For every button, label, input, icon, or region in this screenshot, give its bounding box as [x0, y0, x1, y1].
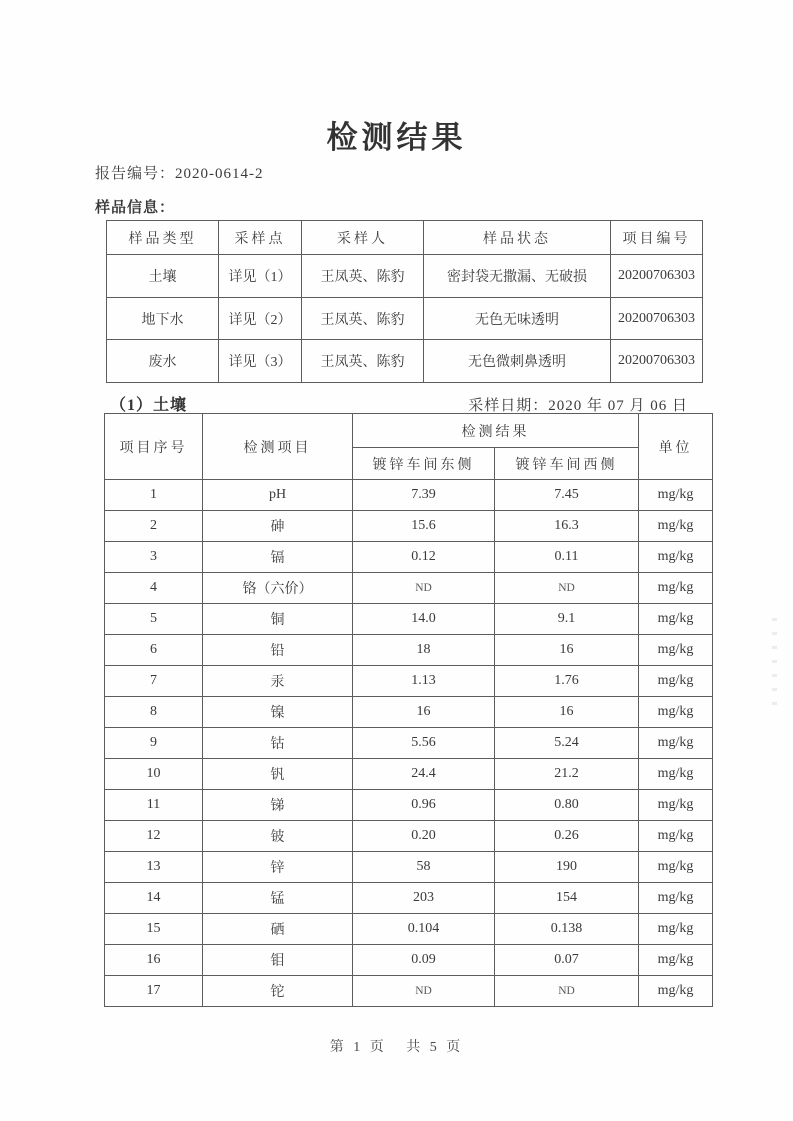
- project-no-cell: 20200706303: [611, 340, 703, 383]
- east-value-cell: 7.39: [353, 480, 495, 511]
- sample-row-groundwater: [107, 297, 703, 340]
- item-name-cell: 钴: [203, 728, 353, 759]
- result-row: [105, 542, 713, 573]
- west-value-cell: 0.11: [495, 542, 639, 573]
- east-value-cell: 0.12: [353, 542, 495, 573]
- unit-cell: mg/kg: [639, 697, 713, 728]
- east-value-cell: 24.4: [353, 759, 495, 790]
- unit-cell: mg/kg: [639, 821, 713, 852]
- sample-row-wastewater: [107, 340, 703, 383]
- result-row: [105, 573, 713, 604]
- west-value-cell: 16.3: [495, 511, 639, 542]
- unit-cell: mg/kg: [639, 666, 713, 697]
- west-value-cell: ND: [495, 573, 639, 604]
- row-index-cell: 5: [105, 604, 203, 635]
- item-name-cell: 镉: [203, 542, 353, 573]
- row-index-cell: 15: [105, 914, 203, 945]
- sample-type-cell: 废水: [107, 340, 219, 383]
- report-number-value: 2020-0614-2: [175, 166, 264, 182]
- east-value-cell: 0.96: [353, 790, 495, 821]
- result-row: [105, 759, 713, 790]
- result-row: [105, 666, 713, 697]
- result-row: [105, 728, 713, 759]
- row-index-cell: 6: [105, 635, 203, 666]
- item-name-cell: 砷: [203, 511, 353, 542]
- result-row: [105, 821, 713, 852]
- sampling-point-cell: 详见（1）: [219, 255, 302, 298]
- east-value-cell: 0.20: [353, 821, 495, 852]
- west-value-cell: 5.24: [495, 728, 639, 759]
- east-value-cell: 18: [353, 635, 495, 666]
- east-value-cell: 58: [353, 852, 495, 883]
- west-value-cell: 0.26: [495, 821, 639, 852]
- result-row: [105, 945, 713, 976]
- east-value-cell: 203: [353, 883, 495, 914]
- project-no-cell: 20200706303: [611, 297, 703, 340]
- unit-cell: mg/kg: [639, 914, 713, 945]
- sample-info-heading: 样品信息：: [95, 200, 176, 216]
- report-number-line: [95, 162, 264, 183]
- item-name-cell: 汞: [203, 666, 353, 697]
- east-location-header: 镀锌车间东侧: [353, 448, 495, 480]
- item-name-cell: 锑: [203, 790, 353, 821]
- item-name-cell: 钒: [203, 759, 353, 790]
- result-row: [105, 790, 713, 821]
- unit-cell: mg/kg: [639, 728, 713, 759]
- row-index-cell: 9: [105, 728, 203, 759]
- row-index-cell: 10: [105, 759, 203, 790]
- unit-cell: mg/kg: [639, 542, 713, 573]
- sample-status-cell: 无色无味透明: [424, 297, 611, 340]
- east-value-cell: 5.56: [353, 728, 495, 759]
- east-value-cell: 0.09: [353, 945, 495, 976]
- east-value-cell: 1.13: [353, 666, 495, 697]
- row-index-cell: 11: [105, 790, 203, 821]
- item-name-cell: 铅: [203, 635, 353, 666]
- row-index-cell: 17: [105, 976, 203, 1007]
- project-no-cell: 20200706303: [611, 255, 703, 298]
- west-value-cell: 0.07: [495, 945, 639, 976]
- item-index-header: 项目序号: [105, 414, 203, 480]
- unit-cell: mg/kg: [639, 945, 713, 976]
- result-row: [105, 852, 713, 883]
- sample-type-cell: 土壤: [107, 255, 219, 298]
- soil-section-line: [104, 392, 704, 415]
- item-name-cell: 钼: [203, 945, 353, 976]
- item-name-cell: pH: [203, 480, 353, 511]
- west-value-cell: 1.76: [495, 666, 639, 697]
- west-value-cell: 154: [495, 883, 639, 914]
- east-value-cell: ND: [353, 573, 495, 604]
- unit-cell: mg/kg: [639, 573, 713, 604]
- sampling-date: 采样日期：2020 年 07 月 06 日: [468, 398, 688, 414]
- test-item-header: 检测项目: [203, 414, 353, 480]
- sample-table-header-row: [107, 221, 703, 255]
- result-row: [105, 976, 713, 1007]
- unit-cell: mg/kg: [639, 852, 713, 883]
- west-value-cell: 21.2: [495, 759, 639, 790]
- row-index-cell: 7: [105, 666, 203, 697]
- unit-cell: mg/kg: [639, 604, 713, 635]
- result-row: [105, 480, 713, 511]
- item-name-cell: 铊: [203, 976, 353, 1007]
- unit-header: 单位: [639, 414, 713, 480]
- east-value-cell: 15.6: [353, 511, 495, 542]
- west-value-cell: 0.138: [495, 914, 639, 945]
- unit-cell: mg/kg: [639, 759, 713, 790]
- unit-cell: mg/kg: [639, 480, 713, 511]
- unit-cell: mg/kg: [639, 635, 713, 666]
- sample-status-cell: 密封袋无撒漏、无破损: [424, 255, 611, 298]
- project-no-header: 项目编号: [611, 221, 703, 255]
- sample-status-header: 样品状态: [424, 221, 611, 255]
- west-value-cell: 0.80: [495, 790, 639, 821]
- item-name-cell: 铍: [203, 821, 353, 852]
- report-number-label: 报告编号：: [95, 166, 176, 182]
- sampling-point-cell: 详见（3）: [219, 340, 302, 383]
- page-number: 第 1 页 共 5 页: [329, 1040, 464, 1055]
- sampling-point-header: 采样点: [219, 221, 302, 255]
- result-header-row-1: [105, 414, 713, 448]
- row-index-cell: 14: [105, 883, 203, 914]
- west-value-cell: 9.1: [495, 604, 639, 635]
- row-index-cell: 16: [105, 945, 203, 976]
- west-value-cell: ND: [495, 976, 639, 1007]
- row-index-cell: 2: [105, 511, 203, 542]
- sampler-cell: 王凤英、陈豹: [302, 297, 424, 340]
- sample-row-soil: [107, 255, 703, 298]
- result-row: [105, 697, 713, 728]
- item-name-cell: 硒: [203, 914, 353, 945]
- west-value-cell: 7.45: [495, 480, 639, 511]
- soil-result-table: [104, 413, 713, 1007]
- sampler-cell: 王凤英、陈豹: [302, 255, 424, 298]
- east-value-cell: 14.0: [353, 604, 495, 635]
- row-index-cell: 4: [105, 573, 203, 604]
- item-name-cell: 锌: [203, 852, 353, 883]
- result-row: [105, 635, 713, 666]
- sample-status-cell: 无色微刺鼻透明: [424, 340, 611, 383]
- soil-section-title: （1）土壤: [110, 397, 188, 414]
- scan-artifact-marks: [772, 618, 777, 714]
- row-index-cell: 13: [105, 852, 203, 883]
- result-group-header: 检测结果: [353, 414, 639, 448]
- east-value-cell: 0.104: [353, 914, 495, 945]
- sample-type-header: 样品类型: [107, 221, 219, 255]
- result-row: [105, 511, 713, 542]
- sampling-point-cell: 详见（2）: [219, 297, 302, 340]
- sampler-header: 采样人: [302, 221, 424, 255]
- page-title: 检测结果: [326, 120, 467, 155]
- result-row: [105, 883, 713, 914]
- row-index-cell: 8: [105, 697, 203, 728]
- item-name-cell: 锰: [203, 883, 353, 914]
- result-row: [105, 914, 713, 945]
- west-value-cell: 190: [495, 852, 639, 883]
- row-index-cell: 12: [105, 821, 203, 852]
- east-value-cell: 16: [353, 697, 495, 728]
- result-row: [105, 604, 713, 635]
- unit-cell: mg/kg: [639, 883, 713, 914]
- row-index-cell: 1: [105, 480, 203, 511]
- west-value-cell: 16: [495, 635, 639, 666]
- sample-info-table: [106, 220, 703, 383]
- item-name-cell: 铬（六价）: [203, 573, 353, 604]
- unit-cell: mg/kg: [639, 790, 713, 821]
- west-location-header: 镀锌车间西侧: [495, 448, 639, 480]
- item-name-cell: 铜: [203, 604, 353, 635]
- sampler-cell: 王凤英、陈豹: [302, 340, 424, 383]
- unit-cell: mg/kg: [639, 976, 713, 1007]
- row-index-cell: 3: [105, 542, 203, 573]
- west-value-cell: 16: [495, 697, 639, 728]
- east-value-cell: ND: [353, 976, 495, 1007]
- item-name-cell: 镍: [203, 697, 353, 728]
- unit-cell: mg/kg: [639, 511, 713, 542]
- sample-type-cell: 地下水: [107, 297, 219, 340]
